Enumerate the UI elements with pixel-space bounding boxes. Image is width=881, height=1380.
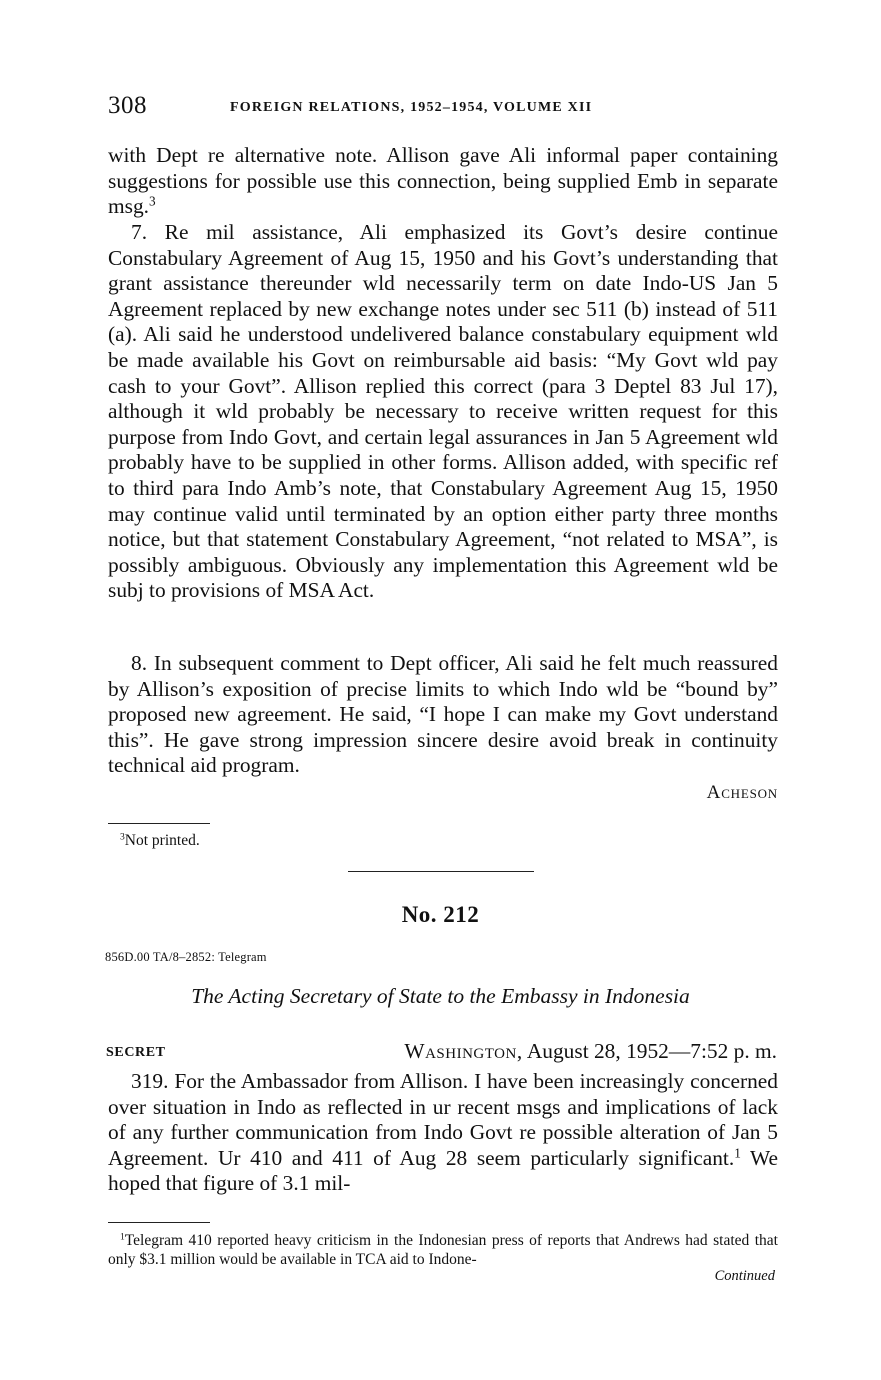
footnote-text: Telegram 410 reported heavy criticism in the Indonesian press of reports that Andrews had stated that only $3.1 million would be available in TCA aid to Indone- (108, 1232, 778, 1268)
continued-label: Continued (714, 1268, 775, 1284)
footnote-rule (108, 1222, 210, 1223)
classification-label: SECRET (106, 1045, 166, 1060)
document-number: No. 212 (401, 902, 480, 927)
paragraph-319-tail: We hoped that figure of 3.1 mil- (108, 1145, 778, 1196)
footnote-3 (120, 831, 200, 850)
footnote-reference-1: 1 (734, 1145, 741, 1161)
footnote-1 (108, 1231, 778, 1269)
running-head: FOREIGN RELATIONS, 1952–1954, VOLUME XII (230, 100, 593, 115)
dateline-place: Washington, (404, 1039, 523, 1063)
page-number: 308 (108, 92, 147, 119)
footnote-rule (108, 823, 210, 824)
footnote-marker: 3 (120, 831, 125, 843)
paragraph-7: 7. Re mil assistance, Ali emphasized its Govt’s desire continue Constabulary Agreement of Aug 15, 1950 and his Govt’s understanding that grant assistance thereunder wld necessarily term on date Indo-US Jan 5 Agreement replaced by new exchange notes under sec 511 (b) instead of 511 (a). Ali said he understood undelivered balance constabulary equipment wld be made available his Govt on reimbursable aid basis: “My Govt wld pay cash to your Govt”. Allison replied this correct (para 3 Deptel 83 Jul 17), although it wld probably be necessary to receive written request for this purpose from Indo Govt, and certain legal assurances in Jan 5 Agreement wld probably have to be supplied in other forms. Allison added, with specific ref to third para Indo Amb’s note, that Constabulary Agreement Aug 15, 1950 may continue valid until terminated by an option either party three months notice, but that statement Constabulary Agreement, “not related to MSA”, is possibly ambiguous. Obviously any implementation this Agreement wld be subj to provisions of MSA Act. (108, 220, 778, 603)
continuation-text: with Dept re alternative note. Allison gave Ali informal paper containing suggestions for possible use this connection, being supplied Emb in separate msg. (108, 143, 778, 219)
dateline-date: August 28, 1952—7:52 p. m. (522, 1039, 777, 1063)
paragraph-319 (108, 1069, 778, 1197)
paragraph-8: 8. In subsequent comment to Dept officer, Ali said he felt much reassured by Allison’s exposition of precise limits to which Indo wld be “bound by” proposed new agreement. He said, “I hope I can make my Govt understand this”. He gave strong impression sincere desire avoid break in continuity technical aid program. (108, 651, 778, 778)
footnote-text: Not printed. (124, 832, 200, 849)
signature: Acheson (706, 782, 778, 803)
dateline (404, 1039, 777, 1064)
page-header (108, 92, 778, 128)
footnote-reference-3: 3 (149, 193, 156, 209)
continuation-paragraph (108, 143, 778, 220)
paragraph-319-text: 319. For the Ambassador from Allison. I have been increasingly concerned over situation in Indo as reflected in ur recent msgs and implications of lack of any further communication from Indo Govt re possible alteration of Jan 5 Agreement. Ur 410 and 411 of Aug 28 seem particularly significant. (108, 1069, 778, 1170)
footnote-marker: 1 (120, 1231, 125, 1243)
file-reference: 856D.00 TA/8–2852: Telegram (105, 950, 267, 964)
section-divider (348, 871, 534, 872)
document-title: The Acting Secretary of State to the Embassy in Indonesia (191, 984, 690, 1008)
